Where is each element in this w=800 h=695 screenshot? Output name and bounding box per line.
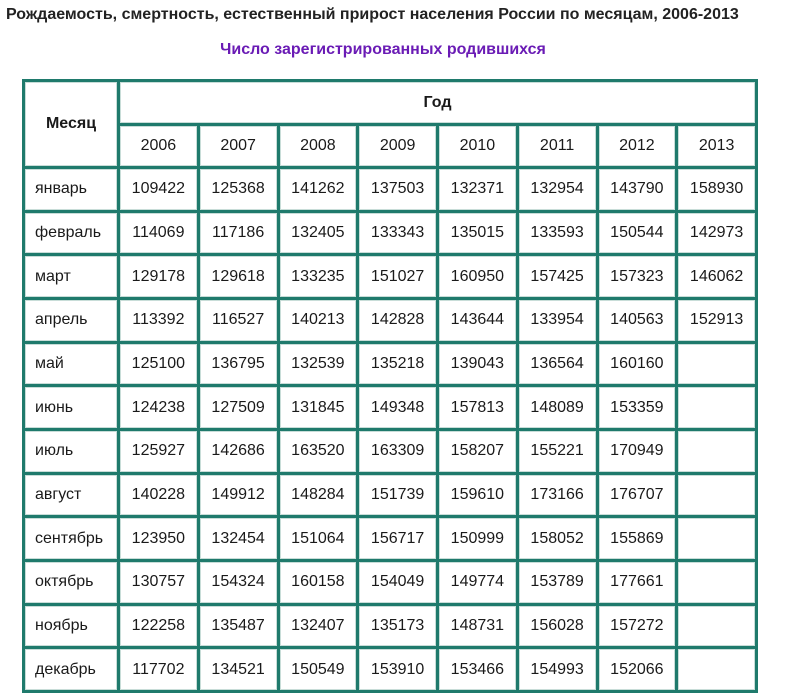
- table-row: [24, 255, 757, 299]
- value-cell: 132371: [438, 168, 518, 212]
- value-cell: 141262: [278, 168, 358, 212]
- value-cell: 170949: [597, 429, 677, 473]
- value-cell: 142686: [198, 429, 278, 473]
- value-cell: 152913: [677, 298, 757, 342]
- value-cell: 142973: [677, 211, 757, 255]
- value-cell: 125368: [198, 168, 278, 212]
- value-cell: 155221: [517, 429, 597, 473]
- month-cell: март: [24, 255, 119, 299]
- table-row: [24, 342, 757, 386]
- value-cell: 124238: [119, 386, 199, 430]
- value-cell: 160160: [597, 342, 677, 386]
- value-cell: 177661: [597, 560, 677, 604]
- year-header-2006: 2006: [119, 125, 199, 168]
- month-cell: июнь: [24, 386, 119, 430]
- year-header-2013: 2013: [677, 125, 757, 168]
- table-row: [24, 386, 757, 430]
- year-header-2011: 2011: [517, 125, 597, 168]
- value-cell: 125100: [119, 342, 199, 386]
- value-cell: [677, 342, 757, 386]
- table-row: [24, 517, 757, 561]
- value-cell: 157272: [597, 604, 677, 648]
- births-table-container: [22, 79, 755, 690]
- month-cell: июль: [24, 429, 119, 473]
- value-cell: 116527: [198, 298, 278, 342]
- value-cell: 151064: [278, 517, 358, 561]
- value-cell: 148284: [278, 473, 358, 517]
- value-cell: 133235: [278, 255, 358, 299]
- value-cell: 136564: [517, 342, 597, 386]
- table-row: [24, 211, 757, 255]
- value-cell: 132954: [517, 168, 597, 212]
- value-cell: 135218: [358, 342, 438, 386]
- value-cell: 135173: [358, 604, 438, 648]
- value-cell: 148731: [438, 604, 518, 648]
- value-cell: 131845: [278, 386, 358, 430]
- value-cell: 132454: [198, 517, 278, 561]
- value-cell: 132405: [278, 211, 358, 255]
- year-header-2008: 2008: [278, 125, 358, 168]
- value-cell: 157813: [438, 386, 518, 430]
- month-cell: май: [24, 342, 119, 386]
- value-cell: 117702: [119, 648, 199, 692]
- month-cell: апрель: [24, 298, 119, 342]
- value-cell: [677, 473, 757, 517]
- value-cell: 135487: [198, 604, 278, 648]
- value-cell: 153466: [438, 648, 518, 692]
- value-cell: 150999: [438, 517, 518, 561]
- table-row: [24, 168, 757, 212]
- value-cell: 158052: [517, 517, 597, 561]
- value-cell: 149912: [198, 473, 278, 517]
- value-cell: 109422: [119, 168, 199, 212]
- value-cell: 143790: [597, 168, 677, 212]
- month-cell: январь: [24, 168, 119, 212]
- value-cell: 158930: [677, 168, 757, 212]
- value-cell: 117186: [198, 211, 278, 255]
- page-title: Рождаемость, смертность, естественный прирост населения России по месяцам, 2006-2013: [6, 6, 739, 23]
- value-cell: 136795: [198, 342, 278, 386]
- table-subtitle: Число зарегистрированных родившихся: [220, 41, 546, 58]
- value-cell: 133593: [517, 211, 597, 255]
- value-cell: 129618: [198, 255, 278, 299]
- value-cell: [677, 648, 757, 692]
- value-cell: 146062: [677, 255, 757, 299]
- table-row: [24, 473, 757, 517]
- value-cell: 134521: [198, 648, 278, 692]
- value-cell: 157425: [517, 255, 597, 299]
- value-cell: [677, 517, 757, 561]
- value-cell: 122258: [119, 604, 199, 648]
- month-column-header: Месяц: [24, 81, 119, 168]
- value-cell: 130757: [119, 560, 199, 604]
- month-cell: февраль: [24, 211, 119, 255]
- value-cell: 151027: [358, 255, 438, 299]
- value-cell: 173166: [517, 473, 597, 517]
- month-cell: август: [24, 473, 119, 517]
- value-cell: 154049: [358, 560, 438, 604]
- value-cell: 160950: [438, 255, 518, 299]
- value-cell: 135015: [438, 211, 518, 255]
- value-cell: 137503: [358, 168, 438, 212]
- year-header-2012: 2012: [597, 125, 677, 168]
- month-cell: октябрь: [24, 560, 119, 604]
- value-cell: 127509: [198, 386, 278, 430]
- value-cell: 139043: [438, 342, 518, 386]
- table-row: [24, 560, 757, 604]
- year-header-2009: 2009: [358, 125, 438, 168]
- births-table: [22, 79, 758, 693]
- value-cell: 153359: [597, 386, 677, 430]
- value-cell: 143644: [438, 298, 518, 342]
- value-cell: [677, 560, 757, 604]
- value-cell: 157323: [597, 255, 677, 299]
- value-cell: 159610: [438, 473, 518, 517]
- value-cell: 149348: [358, 386, 438, 430]
- value-cell: 142828: [358, 298, 438, 342]
- value-cell: 150544: [597, 211, 677, 255]
- value-cell: 125927: [119, 429, 199, 473]
- value-cell: 129178: [119, 255, 199, 299]
- value-cell: 113392: [119, 298, 199, 342]
- value-cell: 123950: [119, 517, 199, 561]
- value-cell: 133343: [358, 211, 438, 255]
- table-row: [24, 604, 757, 648]
- value-cell: 148089: [517, 386, 597, 430]
- value-cell: 176707: [597, 473, 677, 517]
- value-cell: 158207: [438, 429, 518, 473]
- value-cell: 153789: [517, 560, 597, 604]
- value-cell: [677, 429, 757, 473]
- value-cell: 155869: [597, 517, 677, 561]
- month-cell: декабрь: [24, 648, 119, 692]
- value-cell: 154993: [517, 648, 597, 692]
- table-row: [24, 298, 757, 342]
- value-cell: [677, 386, 757, 430]
- value-cell: 153910: [358, 648, 438, 692]
- table-row: [24, 648, 757, 692]
- value-cell: 140228: [119, 473, 199, 517]
- value-cell: 132407: [278, 604, 358, 648]
- value-cell: 149774: [438, 560, 518, 604]
- table-row: [24, 429, 757, 473]
- value-cell: 150549: [278, 648, 358, 692]
- year-header-2007: 2007: [198, 125, 278, 168]
- value-cell: 133954: [517, 298, 597, 342]
- year-header-2010: 2010: [438, 125, 518, 168]
- value-cell: [677, 604, 757, 648]
- value-cell: 163520: [278, 429, 358, 473]
- value-cell: 160158: [278, 560, 358, 604]
- year-group-header: Год: [119, 81, 757, 125]
- value-cell: 156028: [517, 604, 597, 648]
- month-cell: сентябрь: [24, 517, 119, 561]
- value-cell: 156717: [358, 517, 438, 561]
- value-cell: 152066: [597, 648, 677, 692]
- value-cell: 140563: [597, 298, 677, 342]
- value-cell: 163309: [358, 429, 438, 473]
- value-cell: 154324: [198, 560, 278, 604]
- value-cell: 151739: [358, 473, 438, 517]
- value-cell: 140213: [278, 298, 358, 342]
- value-cell: 132539: [278, 342, 358, 386]
- value-cell: 114069: [119, 211, 199, 255]
- month-cell: ноябрь: [24, 604, 119, 648]
